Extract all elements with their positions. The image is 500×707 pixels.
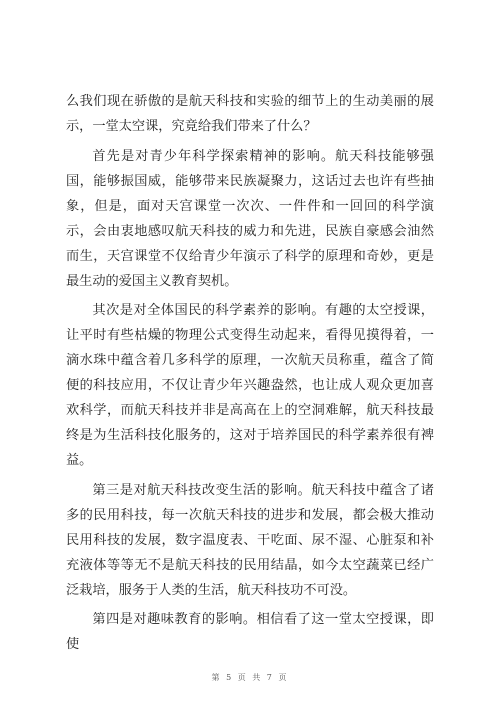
document-body	[66, 89, 434, 657]
paragraph-continuation: 么我们现在骄傲的是航天科技和实验的细节上的生动美丽的展示，一堂太空课，究竟给我们带来了什么？	[66, 94, 434, 134]
paragraph-second-point: 其次是对全体国民的科学素养的影响。有趣的太空授课，让平时有些枯燥的物理公式变得生动起来，看得见摸得着，一滴水珠中蕴含着几多科学的原理，一次航天员称重，蕴含了简便的科技应用，不仅让青少年兴趣盎然，也让成人观众更加喜欢科学，而航天科技并非是高高在上的空洞难解，航天科技最终是为生活科技化服务的，这对于培养国民的科学素养很有裨益。	[66, 303, 434, 468]
paragraph-first-point: 首先是对青少年科学探索精神的影响。航天科技能够强国，能够振国威，能够带来民族凝聚力，这话过去也许有些抽象，但是，面对天宫课堂一次次、一件件和一回回的科学演示，会由衷地感叹航天科技的威力和先进，民族自豪感会油然而生，天宫课堂不仅给青少年演示了科学的原理和奇妙，更是最生动的爱国主义教育契机。	[66, 148, 434, 289]
paragraph-third-point: 第三是对航天科技改变生活的影响。航天科技中蕴含了诸多的民用科技，每一次航天科技的进步和发展，都会极大推动民用科技的发展，数字温度表、干吃面、尿不湿、心脏泵和补充液体等等无不是航天科技的民用结晶，如今太空蔬菜已经广泛栽培，服务于人类的生活，航天科技功不可没。	[66, 482, 434, 598]
page-number-footer: 第 5 页 共 7 页	[211, 673, 289, 682]
paragraph-fourth-point: 第四是对趣味教育的影响。相信看了这一堂太空授课，即使	[66, 612, 434, 652]
